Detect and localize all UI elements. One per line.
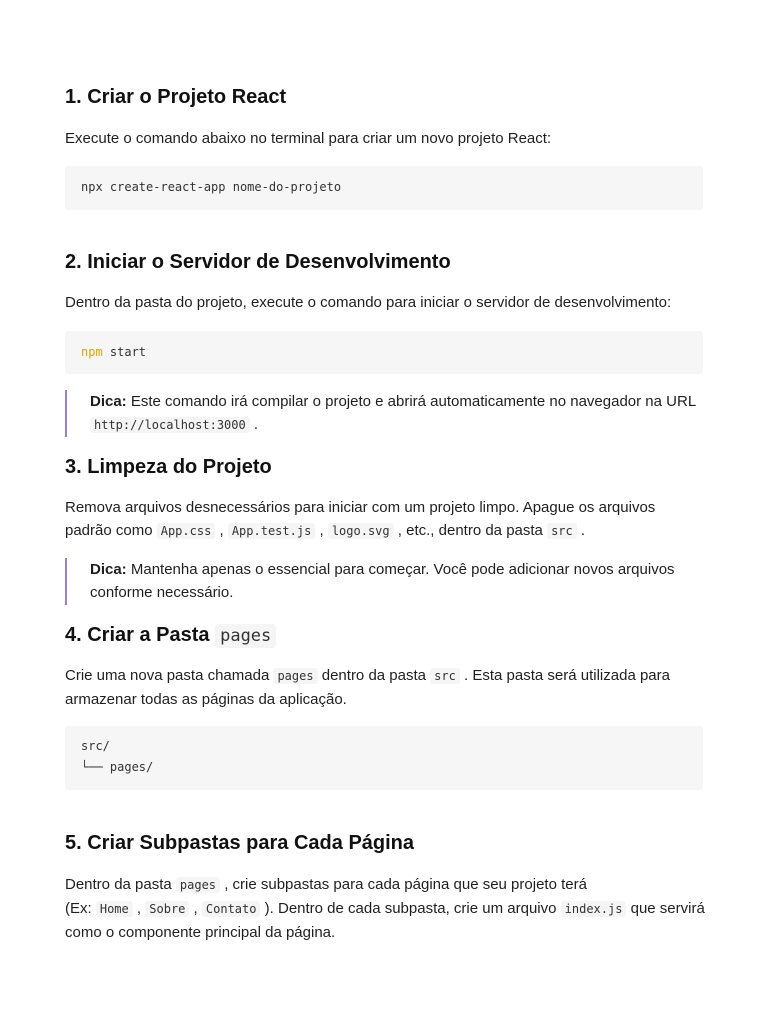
tip-text: Mantenha apenas o essencial para começar. Você pode adicionar novos arquivos conforme necessário.: [90, 561, 675, 601]
tip-label: Dica:: [90, 393, 127, 410]
text-run: . Esta pasta será utilizada para armazenar todas as páginas da aplicação.: [65, 667, 670, 708]
inline-code-pages-heading: pages: [215, 624, 276, 648]
section-2-heading: 2. Iniciar o Servidor de Desenvolvimento: [65, 251, 451, 273]
section-4-heading: [65, 622, 276, 649]
text-run: , crie subpastas para cada página que seu projeto terá: [220, 876, 587, 893]
inline-code-logo-svg: logo.svg: [328, 523, 394, 539]
section-5-heading: 5. Criar Subpastas para Cada Página: [65, 832, 415, 854]
text-run: (Ex:: [65, 900, 96, 917]
section-1-heading: 1. Criar o Projeto React: [65, 86, 287, 108]
code-block-folder-tree[interactable]: [65, 726, 703, 790]
section-3-heading: 3. Limpeza do Projeto: [65, 456, 272, 478]
tip-text: Este comando irá compilar o projeto e abrirá automaticamente no navegador na URL: [126, 393, 696, 410]
inline-code-url: http://localhost:3000: [90, 417, 250, 433]
text-run: ,: [315, 522, 328, 539]
inline-code-index-js: index.js: [561, 901, 627, 917]
text-run: .: [576, 522, 586, 539]
text-run: ,: [215, 522, 228, 539]
tip-label: Dica:: [90, 561, 127, 578]
text-run: que servirá como o componente principal da página.: [65, 900, 705, 941]
tip-callout-2: [65, 558, 703, 605]
inline-code-app-css: App.css: [157, 523, 216, 539]
code-rest: start: [102, 345, 147, 359]
text-run: ,: [189, 900, 202, 917]
text-run: ,: [132, 900, 146, 917]
section-1-text: Execute o comando abaixo no terminal para criar um novo projeto React:: [65, 130, 552, 147]
section-5-text: [65, 873, 705, 944]
inline-code-src: src: [547, 523, 577, 539]
tree-line: src/: [81, 739, 110, 753]
inline-code-sobre: Sobre: [145, 901, 189, 917]
text-run: Remova arquivos desnecessários para iniciar com um projeto limpo. Apague os arquivos padrão como: [65, 499, 656, 539]
heading-text: 4. Criar a Pasta: [65, 624, 216, 646]
inline-code-home: Home: [96, 901, 133, 917]
code-block-create-react-app[interactable]: [65, 166, 703, 210]
tree-line: └── pages/: [81, 760, 154, 774]
code-block-npm-start[interactable]: [65, 331, 703, 374]
text-run: , etc., dentro da pasta: [393, 522, 548, 539]
inline-code-app-test-js: App.test.js: [228, 523, 315, 539]
section-4-text: [65, 664, 705, 711]
inline-code-src: src: [430, 668, 460, 684]
code-line: npx create-react-app nome-do-projeto: [81, 180, 342, 194]
inline-code-contato: Contato: [202, 901, 261, 917]
text-run: Dentro da pasta: [65, 876, 176, 893]
text-run: ). Dentro de cada subpasta, crie um arquivo: [260, 900, 561, 917]
tip-callout-1: [65, 390, 703, 437]
section-3-text: [65, 496, 705, 543]
inline-code-pages: pages: [273, 668, 317, 684]
tip-end: .: [249, 416, 259, 433]
section-2-text: Dentro da pasta do projeto, execute o comando para iniciar o servidor de desenvolvimento:: [65, 294, 672, 311]
code-keyword: npm: [81, 345, 103, 359]
text-run: Crie uma nova pasta chamada: [65, 667, 274, 684]
text-run: dentro da pasta: [317, 667, 431, 684]
inline-code-pages: pages: [176, 877, 220, 893]
